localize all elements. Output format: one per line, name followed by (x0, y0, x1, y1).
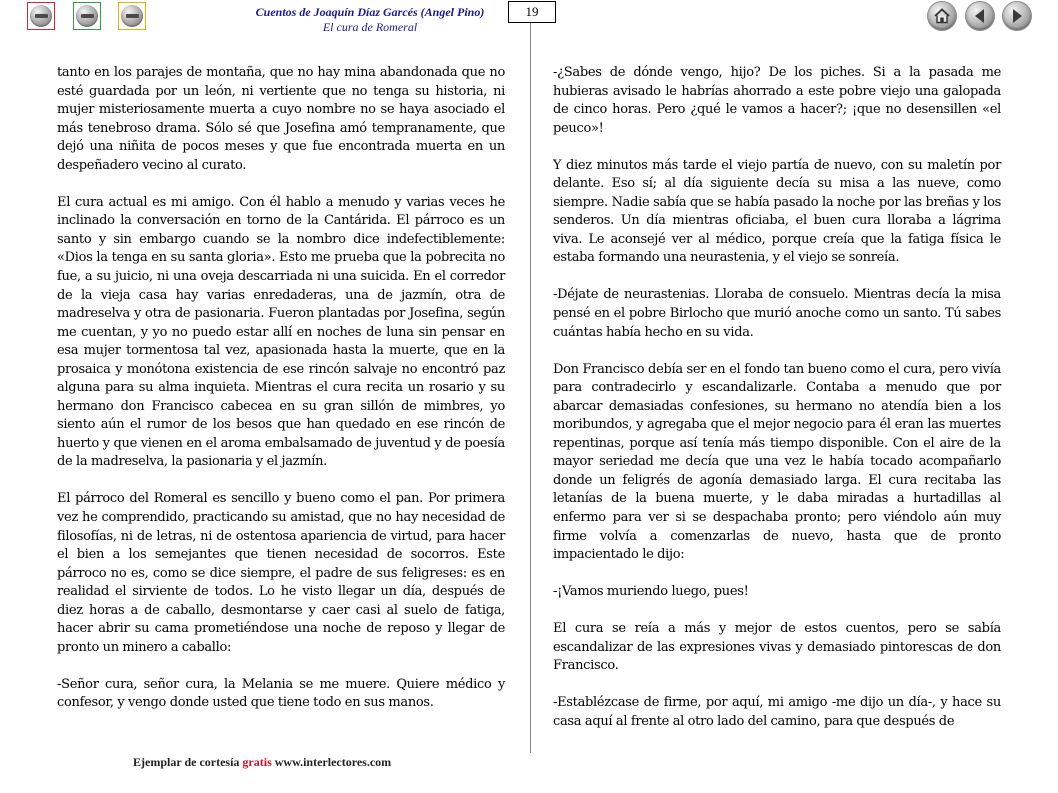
paragraph: -Déjate de neurastenias. Lloraba de consuelo. Mientras decía la misa pensé en el pobre Birlocho que murió anoche como un santo. Tú sabes cuántas había hecho en su vida. (553, 287, 1001, 340)
story-title: El cura de Romeral (322, 20, 418, 34)
paragraph: -Establézcase de firme, por aquí, mi amigo -me dijo un día-, y hace su casa aquí al frente al otro lado del camino, para que después de (553, 695, 1001, 729)
home-icon (933, 7, 951, 25)
close-button[interactable] (27, 2, 55, 30)
left-text-column (57, 64, 505, 732)
next-page-button[interactable] (1003, 2, 1031, 30)
previous-page-button[interactable] (966, 2, 994, 30)
maximize-button[interactable] (118, 2, 146, 30)
book-title: Cuentos de Joaquín Díaz Garcés (Angel Pino) (255, 5, 485, 19)
paragraph: tanto en los parajes de montaña, que no hay mina abandonada que no esté guardada por un león, ni vertiente que no tenga su historia, ni mujer misteriosamente muerta a cuyo nombre no se haya asociado el más tenebroso drama. Sólo sé que Josefina amó tempranamente, que dejó una niñita de pocos meses y que fue encontrada muerta en un despeñadero vecino al curato. (57, 65, 505, 173)
arrow-right-icon (1009, 7, 1025, 25)
paragraph: El cura actual es mi amigo. Con él hablo a menudo y varias veces he inclinado la conversación en torno de la Cantárida. El párroco es un santo y sin embargo cuando se la nombro dice indefectiblemente: «Dios la tenga en su santa gloria». Esto me prueba que la pobrecita no fue, a su juicio, ni una oveja descarriada ni una suicida. En el corredor de la vieja casa hay varias enredaderas, una de jazmín, otra de madreselva y otra de pasionaria. Fueron plantadas por Josefina, según me cuentan, y yo no puedo estar allí en noches de luna sin pensar en esa mujer tormentosa tal vez, apasionada hasta la muerte, que en la prosaica y monótona existencia de ese rincón salvaje no encontró paz alguna para su alma inquieta. Mientras el cura recita un rosario y su hermano don Francisco cabecea en su gran sillón de mimbres, yo siento aún el rumor de los besos que han quedado en ese rincón de huerto y que vienen en el aroma embalsamado de juventud y de poesía de la madreselva, la pasionaria y el jazmín. (57, 194, 505, 470)
paragraph: El cura se reía a más y mejor de estos cuentos, pero se sabía escandalizar de las expresiones vivas y demasiado pintorescas de don Francisco. (553, 621, 1001, 674)
footer-site-link[interactable]: www.interlectores.com (274, 755, 392, 769)
page-number: 19 (508, 1, 556, 23)
column-divider (530, 23, 531, 753)
right-text-column (553, 64, 1001, 750)
paragraph: Y diez minutos más tarde el viejo partía de nuevo, con su maletín por delante. Eso sí; al día siguiente decía su misa a las nueve, como siempre. Nadie sabía que se había pasado la noche por las breñas y los senderos. Un día mientras oficiaba, el buen cura lloraba a lágrima viva. Le aconsejé ver al médico, porque creía que la fatiga física le estaba formando una neurastenia, y el viejo se sonreía. (553, 157, 1001, 266)
paragraph: El párroco del Romeral es sencillo y bueno como el pan. Por primera vez he comprendido, practicando su amistad, que no hay necesidad de filosofías, ni de letras, ni de ostentosa apariencia de virtud, para hacer el bien a los semejantes que tienen necesidad de socorros. Este párroco no es, como se dice siempre, el padre de sus feligreses: es en realidad el sirviente de todos. Lo he visto llegar un día, después de diez horas a de caballo, desmontarse y caer casi al suelo de fatiga, hacer abrir su cama prometiéndose una noche de reposo y llegar de pronto un minero a caballo: (57, 491, 505, 655)
minus-icon (76, 5, 98, 27)
minus-icon (30, 5, 52, 27)
minimize-button[interactable] (73, 2, 101, 30)
paragraph: -Señor cura, señor cura, la Melania se me muere. Quiere médico y confesor, y vengo donde usted que tiene todo en sus manos. (57, 676, 505, 711)
footer-prefix: Ejemplar de cortesía (133, 755, 240, 769)
arrow-left-icon (972, 7, 988, 25)
footer (133, 755, 391, 770)
paragraph: Don Francisco debía ser en el fondo tan bueno como el cura, pero vivía para contradecirlo y escandalizarle. Contaba a menudo que por abarcar demasiadas confesiones, su hermano no atendía bien a los moribundos, y agregaba que el mejor negocio para él eran las muertes repentinas, porque así tenía más tiempo disponible. Con el aire de la mayor seriedad me decía que una vez le había tocado acompañarlo donde un feligrés de agonía demasiado larga. El cura recitaba las letanías de la buena muerte, y le daba miradas a hurtadillas al enfermo para ver si se despachaba pronto; pero viéndolo aún muy firme volvía a comenzarlas de nuevo, hasta que de pronto impacientado le dijo: (553, 361, 1001, 563)
minus-icon (121, 5, 143, 27)
footer-gratis: gratis (242, 755, 272, 769)
paragraph: -¿Sabes de dónde vengo, hijo? De los piches. Si a la pasada me hubieras avisado le habrías ahorrado a este pobre viejo una galopada de cinco horas. Pero ¿qué le vamos a hacer?; ¡que no desensillen «el peuco»! (553, 65, 1001, 136)
home-button[interactable] (928, 2, 956, 30)
paragraph: -¡Vamos muriendo luego, pues! (553, 584, 749, 600)
